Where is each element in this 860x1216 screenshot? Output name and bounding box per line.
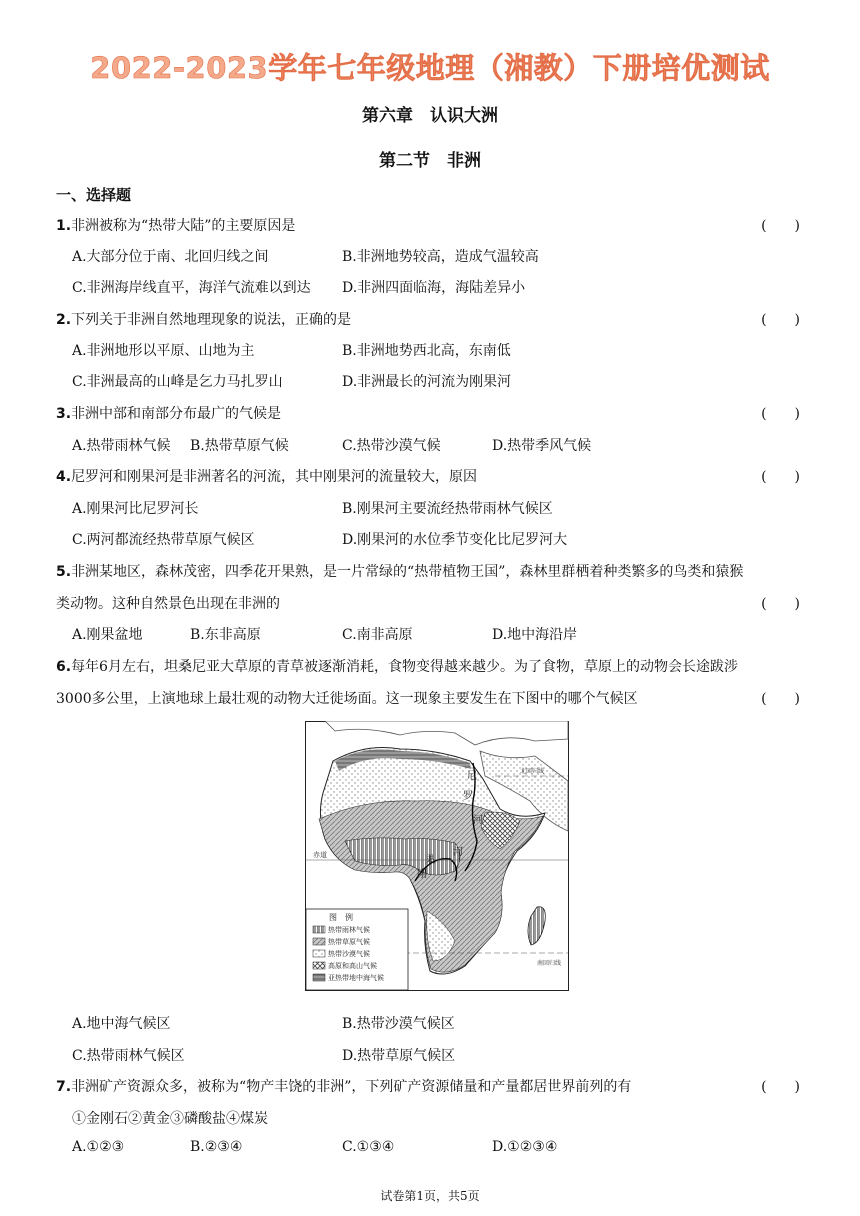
option: D.热带草原气候区	[342, 1048, 456, 1064]
option: B.非洲地势西北高，东南低	[342, 343, 511, 359]
legend-item: 热带沙漠气候	[328, 950, 370, 958]
option: C.①③④	[342, 1139, 395, 1155]
option: D.刚果河的水位季节变化比尼罗河大	[342, 532, 568, 548]
legend-item: 热带雨林气候	[328, 926, 370, 934]
answer-blank-5: ( )	[761, 596, 800, 612]
question-7-stem: 7.非洲矿产资源众多，被称为“物产丰饶的非洲”，下列矿产资源储量和产量都居世界前列的有	[56, 1079, 632, 1095]
option: A.①②③	[72, 1139, 125, 1155]
option: B.刚果河主要流经热带雨林气候区	[342, 501, 553, 517]
option: B.东非高原	[190, 627, 261, 643]
page-footer: 试卷第1页，共5页	[380, 1189, 480, 1203]
answer-blank-6: ( )	[761, 691, 800, 707]
option: C.非洲最高的山峰是乞力马扎罗山	[72, 374, 283, 390]
answer-blank-2: ( )	[761, 312, 800, 328]
option: A.热带雨林气候	[72, 438, 171, 454]
option: B.非洲地势较高，造成气温较高	[342, 249, 539, 265]
option: B.热带沙漠气候区	[342, 1016, 455, 1032]
option: C.热带雨林气候区	[72, 1048, 185, 1064]
africa-climate-map	[305, 721, 569, 991]
equator-label: 赤道	[313, 851, 327, 859]
congo-label: 刚	[417, 869, 427, 880]
chapter-title: 第六章 认识大洲	[362, 106, 498, 126]
legend-item: 高原和高山气候	[328, 962, 377, 970]
option: A.刚果盆地	[72, 627, 143, 643]
tropic-cancer-label: 北回归线	[520, 768, 545, 775]
option: C.热带沙漠气候	[342, 438, 441, 454]
option: C.两河都流经热带草原气候区	[72, 532, 255, 548]
legend-item: 热带草原气候	[328, 938, 370, 946]
congo-label: 河	[453, 847, 463, 858]
answer-blank-3: ( )	[761, 406, 800, 422]
tropic-capricorn-label: 南回归线	[537, 960, 562, 967]
question-3-stem: 3.非洲中部和南部分布最广的气候是	[56, 406, 282, 422]
answer-blank-4: ( )	[761, 469, 800, 485]
option: A.刚果河比尼罗河长	[72, 501, 199, 517]
section-title: 第二节 非洲	[379, 151, 481, 171]
option: A.大部分位于南、北回归线之间	[72, 249, 269, 265]
option: A.非洲地形以平原、山地为主	[72, 343, 255, 359]
option: D.①②③④	[492, 1139, 558, 1155]
question-6-stem: 6.每年6月左右，坦桑尼亚大草原的青草被逐渐消耗，食物变得越来越少。为了食物，草原上的动物会长途跋涉	[56, 659, 738, 675]
exam-title: 2022-2023学年七年级地理（湘教）下册培优测试	[90, 51, 770, 85]
answer-blank-1: ( )	[761, 218, 800, 234]
congo-label: 果	[425, 855, 435, 866]
option: C.南非高原	[342, 627, 413, 643]
option: C.非洲海岸线直平，海洋气流难以到达	[72, 280, 311, 296]
option: D.非洲最长的河流为刚果河	[342, 374, 512, 390]
question-4-stem: 4.尼罗河和刚果河是非洲著名的河流，其中刚果河的流量较大，原因	[56, 469, 478, 485]
nile-label: 尼	[467, 771, 477, 782]
option: D.地中海沿岸	[492, 627, 578, 643]
part-heading: 一、选择题	[56, 186, 132, 204]
nile-label: 河	[473, 815, 483, 826]
option: D.非洲四面临海，海陆差异小	[342, 280, 526, 296]
option: A.地中海气候区	[72, 1016, 171, 1032]
answer-blank-7: ( )	[761, 1079, 800, 1095]
question-6-stem-cont: 3000多公里，上演地球上最壮观的动物大迁徙场面。这一现象主要发生在下图中的哪个气候区	[56, 691, 638, 707]
question-2-stem: 2.下列关于非洲自然地理现象的说法，正确的是	[56, 312, 352, 328]
legend-item: 亚热带地中海气候	[328, 974, 384, 982]
legend-title: 图 例	[329, 913, 353, 922]
option: B.热带草原气候	[190, 438, 289, 454]
question-1-stem: 1.非洲被称为“热带大陆”的主要原因是	[56, 218, 296, 234]
question-5-stem-cont: 类动物。这种自然景色出现在非洲的	[56, 596, 280, 612]
question-5-stem: 5.非洲某地区，森林茂密，四季花开果熟，是一片常绿的“热带植物王国”，森林里群栖着种类繁多的鸟类和猿猴	[56, 564, 744, 580]
question-7-items: ①金刚石②黄金③磷酸盐④煤炭	[72, 1111, 268, 1127]
nile-label: 罗	[463, 791, 473, 802]
option: D.热带季风气候	[492, 438, 592, 454]
option: B.②③④	[190, 1139, 243, 1155]
